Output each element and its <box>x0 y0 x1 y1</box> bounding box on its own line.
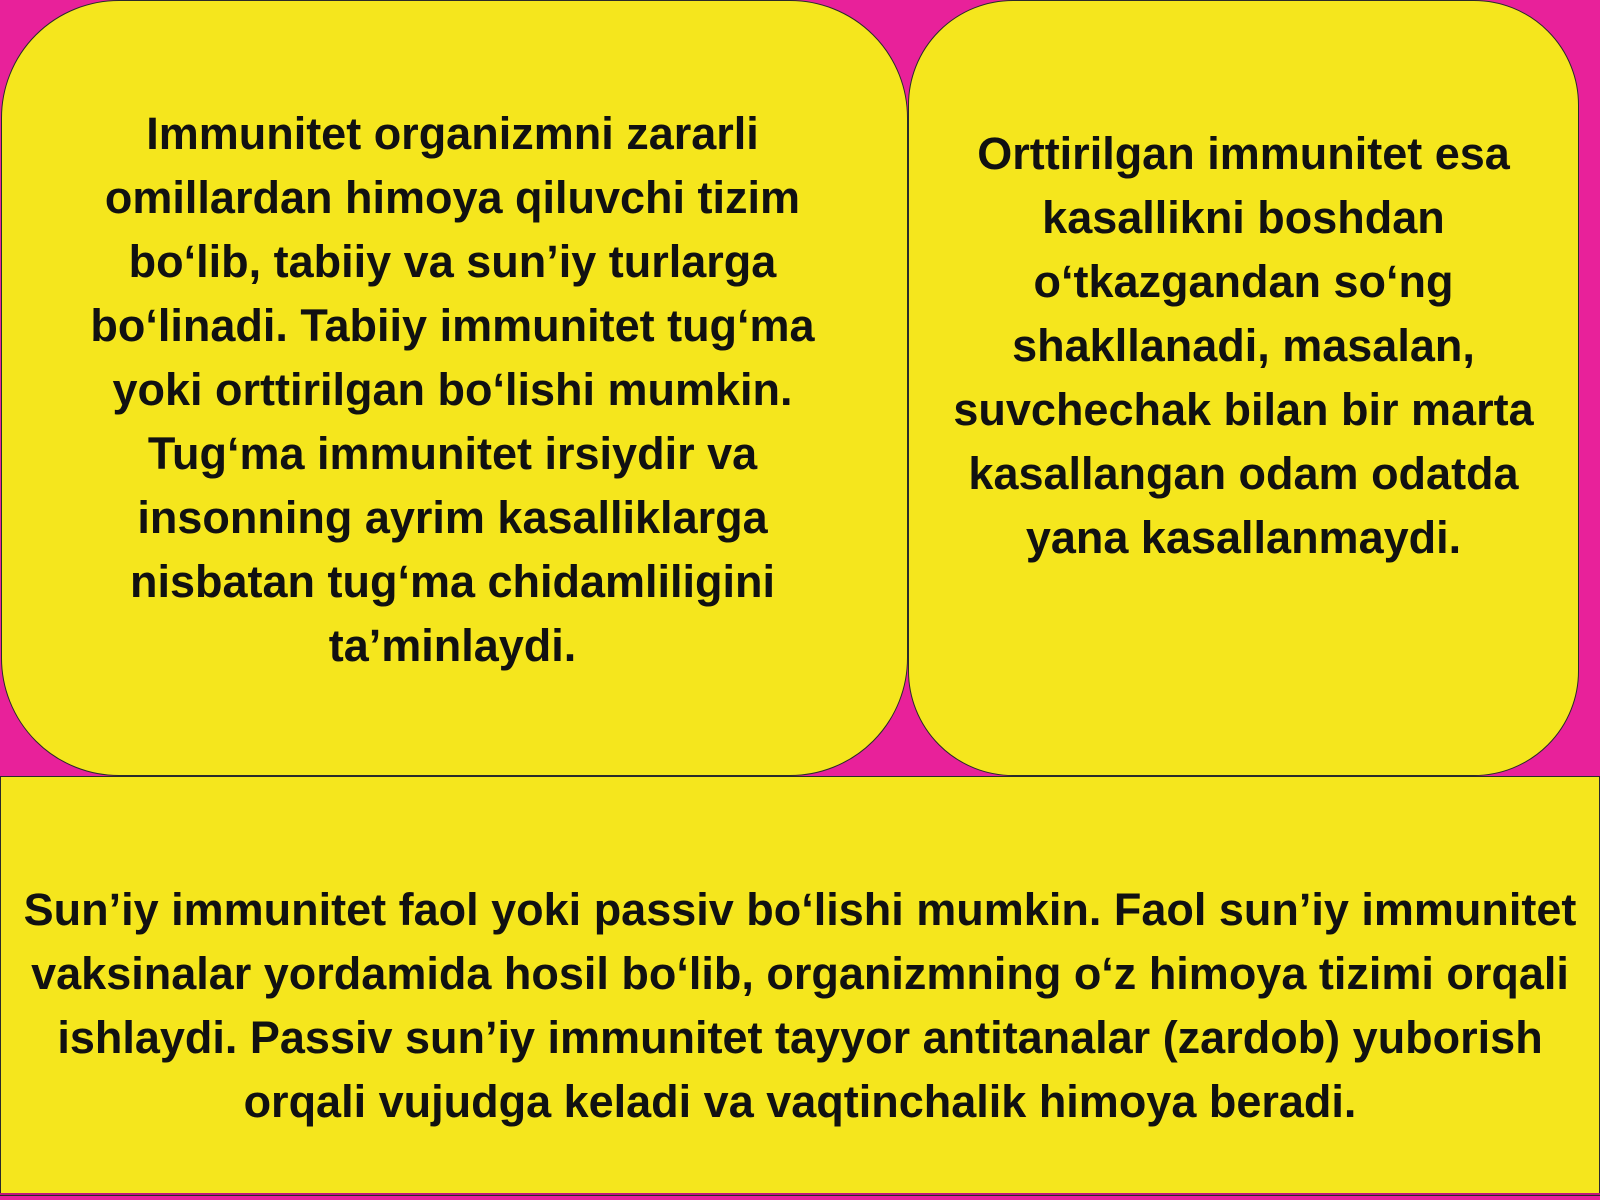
panel-bottom-text: Sun’iy immunitet faol yoki passiv bo‘lishi mumkin. Faol sun’iy immunitet vaksinalar yordamida hosil bo‘lib, organizmning o‘z himoya tizimi orqali ishlaydi. Passiv sun’iy immunitet tayyor antitanalar (zardob) yuborish orqali vujudga keladi va vaqtinchalik himoya beradi. <box>23 884 1577 1127</box>
text-panel-bottom <box>0 776 1600 1196</box>
panel-right-text: Orttirilgan immunitet esa kasallikni boshdan o‘tkazgandan so‘ng shakllanadi, masalan, suvchechak bilan bir marta kasallangan odam odatda yana kasallanmaydi. <box>953 128 1534 563</box>
panel-left-text: Immunitet organizmni zararli omillardan himoya qiluvchi tizim bo‘lib, tabiiy va sun’iy turlarga bo‘linadi. Tabiiy immunitet tug‘ma yoki orttirilgan bo‘lishi mumkin. Tug‘ma immunitet irsiydir va insonning ayrim kasalliklarga nisbatan tug‘ma chidamliligini ta’minlaydi. <box>90 108 815 671</box>
text-panel-right <box>908 0 1579 776</box>
text-panel-left <box>1 0 908 776</box>
bottom-edge-divider <box>0 1193 1600 1195</box>
